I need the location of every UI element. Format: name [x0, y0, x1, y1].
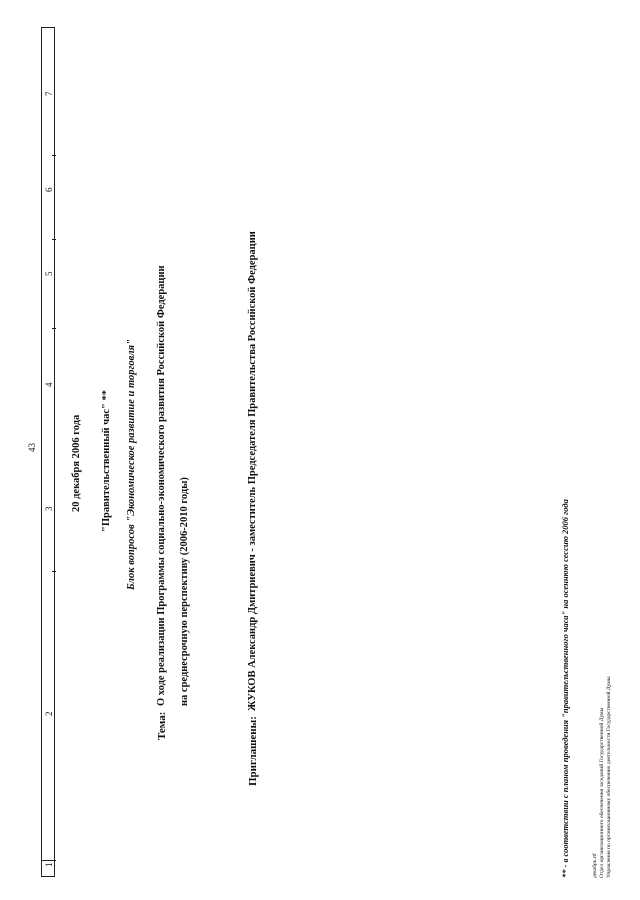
column-number-6: 6	[44, 187, 54, 192]
invited-text: ЖУКОВ Александр Дмитриевич - заместитель Председателя Правительства Российской Федерации	[247, 231, 258, 711]
footer-directorate: Управления по организационному обеспечению деятельности Государственной Думы	[606, 676, 612, 878]
event-title: "Правительственный час" **	[101, 390, 112, 532]
page-number: 43	[27, 443, 37, 452]
column-number-3: 3	[44, 506, 54, 511]
footer-file-name: декабрь.rtf	[592, 853, 598, 878]
topic-label: Тема:	[156, 711, 168, 740]
footnote: ** - в соответствии с планом проведения "правительственного часа" на осеннюю сессию 2006 года	[560, 499, 570, 878]
column-number-2: 2	[44, 711, 54, 716]
column-number-5: 5	[44, 271, 54, 276]
topic-line-1: О ходе реализации Программы социально-экономического развития Российской Федерации	[156, 265, 167, 706]
date-heading: 20 декабря 2006 года	[71, 414, 82, 512]
footer-department: Отдел организационного обеспечения заседаний Государственной Думы	[599, 707, 605, 878]
column-number-7: 7	[44, 91, 54, 96]
topic-line-2: на среднесрочную перспективу (2006-2010 годы)	[179, 477, 190, 706]
column-number-4: 4	[44, 382, 54, 387]
invited-label: Приглашены:	[247, 716, 259, 786]
column-number-1: 1	[44, 862, 54, 867]
table-header-strip	[41, 27, 55, 877]
question-block-title: Блок вопросов "Экономическое развитие и торговля"	[126, 339, 137, 590]
